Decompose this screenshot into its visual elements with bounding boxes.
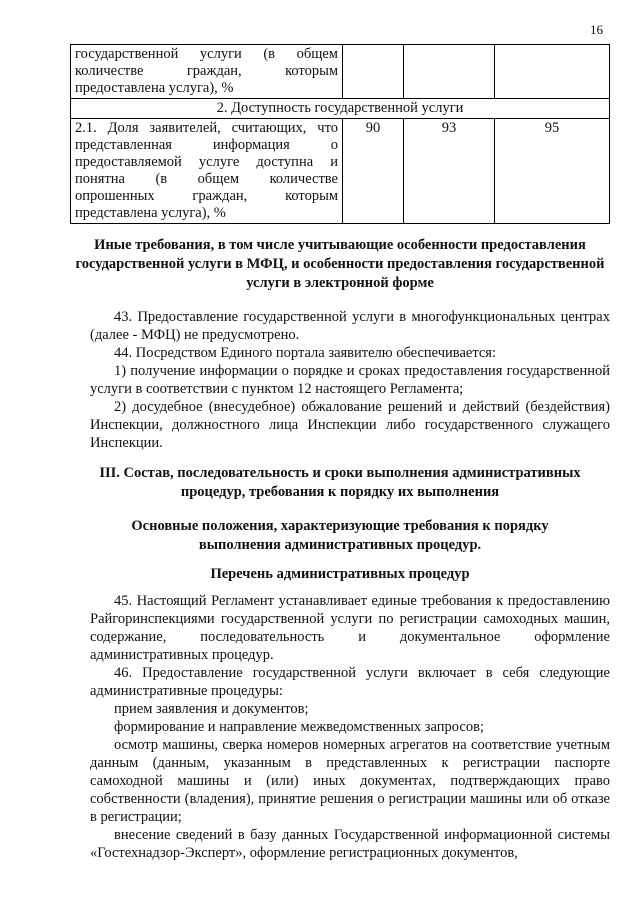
chapter-heading: III. Состав, последовательность и сроки выполнения административных процедур, требования к порядку их выполнения [99, 465, 581, 500]
subsection-heading: Основные положения, характеризующие требования к порядку выполнения административных процедур. [131, 518, 549, 553]
table-section-row [71, 99, 610, 119]
list-heading: Перечень административных процедур [210, 566, 470, 582]
page-number: 16 [590, 22, 603, 37]
table-row [71, 45, 610, 99]
paragraph-45: 45. Настоящий Регламент устанавливает единые требования к предоставлению Райгоринспекциями государственной услуги по регистрации самоходных машин, содержание, последовательность и документальное оформление административных процедур. [90, 593, 610, 663]
table-cell-value [495, 45, 610, 99]
paragraph-44-item-1: 1) получение информации о порядке и сроках предоставления государственной услуги в соответствии с пунктом 12 настоящего Регламента; [90, 363, 610, 397]
table-section-header: 2. Доступность государственной услуги [71, 99, 610, 119]
table-cell-value: 90 [343, 119, 404, 224]
procedure-item: прием заявления и документов; [114, 701, 309, 717]
table-cell-value: 93 [404, 119, 495, 224]
paragraph-46: 46. Предоставление государственной услуги включает в себя следующие административные процедуры: [90, 665, 610, 699]
table-cell-indicator: 2.1. Доля заявителей, считающих, что представленная информация о предоставляемой услуге доступна и понятна (в общем количестве опрошенных граждан, которым представлена услуга), % [71, 119, 343, 224]
table-row [71, 119, 610, 224]
table-cell-indicator: государственной услуги (в общем количестве граждан, которым предоставлена услуга), % [71, 45, 343, 99]
paragraph-43: 43. Предоставление государственной услуги в многофункциональных центрах (далее - МФЦ) не предусмотрено. [90, 309, 610, 343]
procedure-item: осмотр машины, сверка номеров номерных агрегатов на соответствие учетным данным (данным, указанным в представленных к регистрации паспорте самоходной машины и (или) иных документах, подтверждающих право собственности (владения), принятие решения о регистрации машины или об отказе в регистрации; [90, 737, 610, 825]
table-cell-value [404, 45, 495, 99]
section-heading: Иные требования, в том числе учитывающие особенности предоставления государственной услуги в МФЦ, и особенности предоставления государственной услуги в электронной форме [75, 237, 605, 291]
table-cell-value: 95 [495, 119, 610, 224]
indicators-table [70, 44, 610, 224]
paragraph-44: 44. Посредством Единого портала заявителю обеспечивается: [114, 345, 496, 361]
paragraph-44-item-2: 2) досудебное (внесудебное) обжалование решений и действий (бездействия) Инспекции, должностного лица Инспекции либо государственного служащего Инспекции. [90, 399, 610, 451]
procedure-item: формирование и направление межведомственных запросов; [114, 719, 484, 735]
procedure-item: внесение сведений в базу данных Государственной информационной системы «Гостехнадзор-Эксперт», оформление регистрационных документов, [90, 827, 610, 861]
table-cell-value [343, 45, 404, 99]
